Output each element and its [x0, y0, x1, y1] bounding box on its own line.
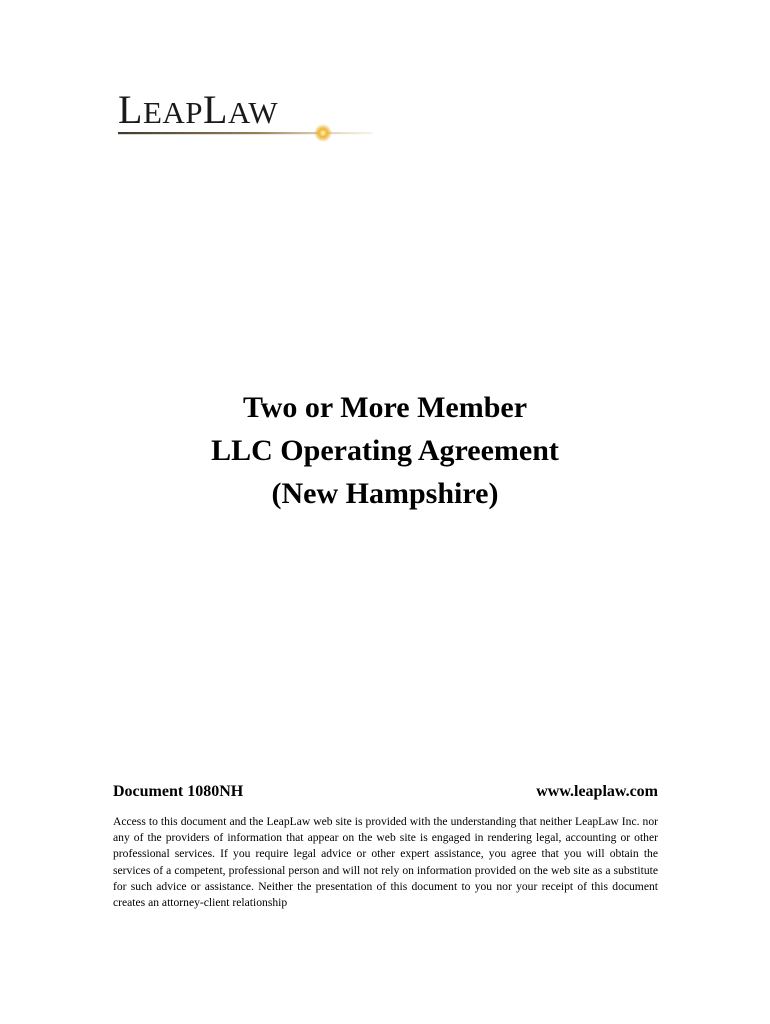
leaplaw-logo [118, 88, 378, 148]
logo-dot [314, 124, 332, 142]
disclaimer-text: Access to this document and the LeapLaw web site is provided with the understanding that neither LeapLaw Inc. nor any of the providers of information that appear on the web site is engaged in rendering legal, accounting or other professional services. If you require legal advice or other expert assistance, you agree that you will obtain the services of a competent, professional person and will not rely on information provided on the web site as a substitute for such advice or assistance. Neither the presentation of this document to you nor your receipt of this document creates an attorney-client relationship [113, 815, 658, 910]
logo-line [118, 132, 373, 134]
title-line-3: (New Hampshire) [271, 477, 499, 510]
title-line-1: Two or More Member [242, 391, 528, 424]
website-link[interactable]: www.leaplaw.com [536, 783, 658, 800]
title-line-2: LLC Operating Agreement [211, 434, 559, 467]
logo-rest-1: EAP [142, 95, 204, 130]
logo-cap-l1: L [118, 87, 143, 132]
document-title [0, 386, 770, 515]
logo-swoosh-icon [118, 124, 378, 144]
logo-rest-2: AW [227, 95, 279, 130]
logo-cap-l2: L [203, 87, 228, 132]
document-number: Document 1080NH [113, 783, 244, 800]
document-info-row [113, 780, 658, 804]
